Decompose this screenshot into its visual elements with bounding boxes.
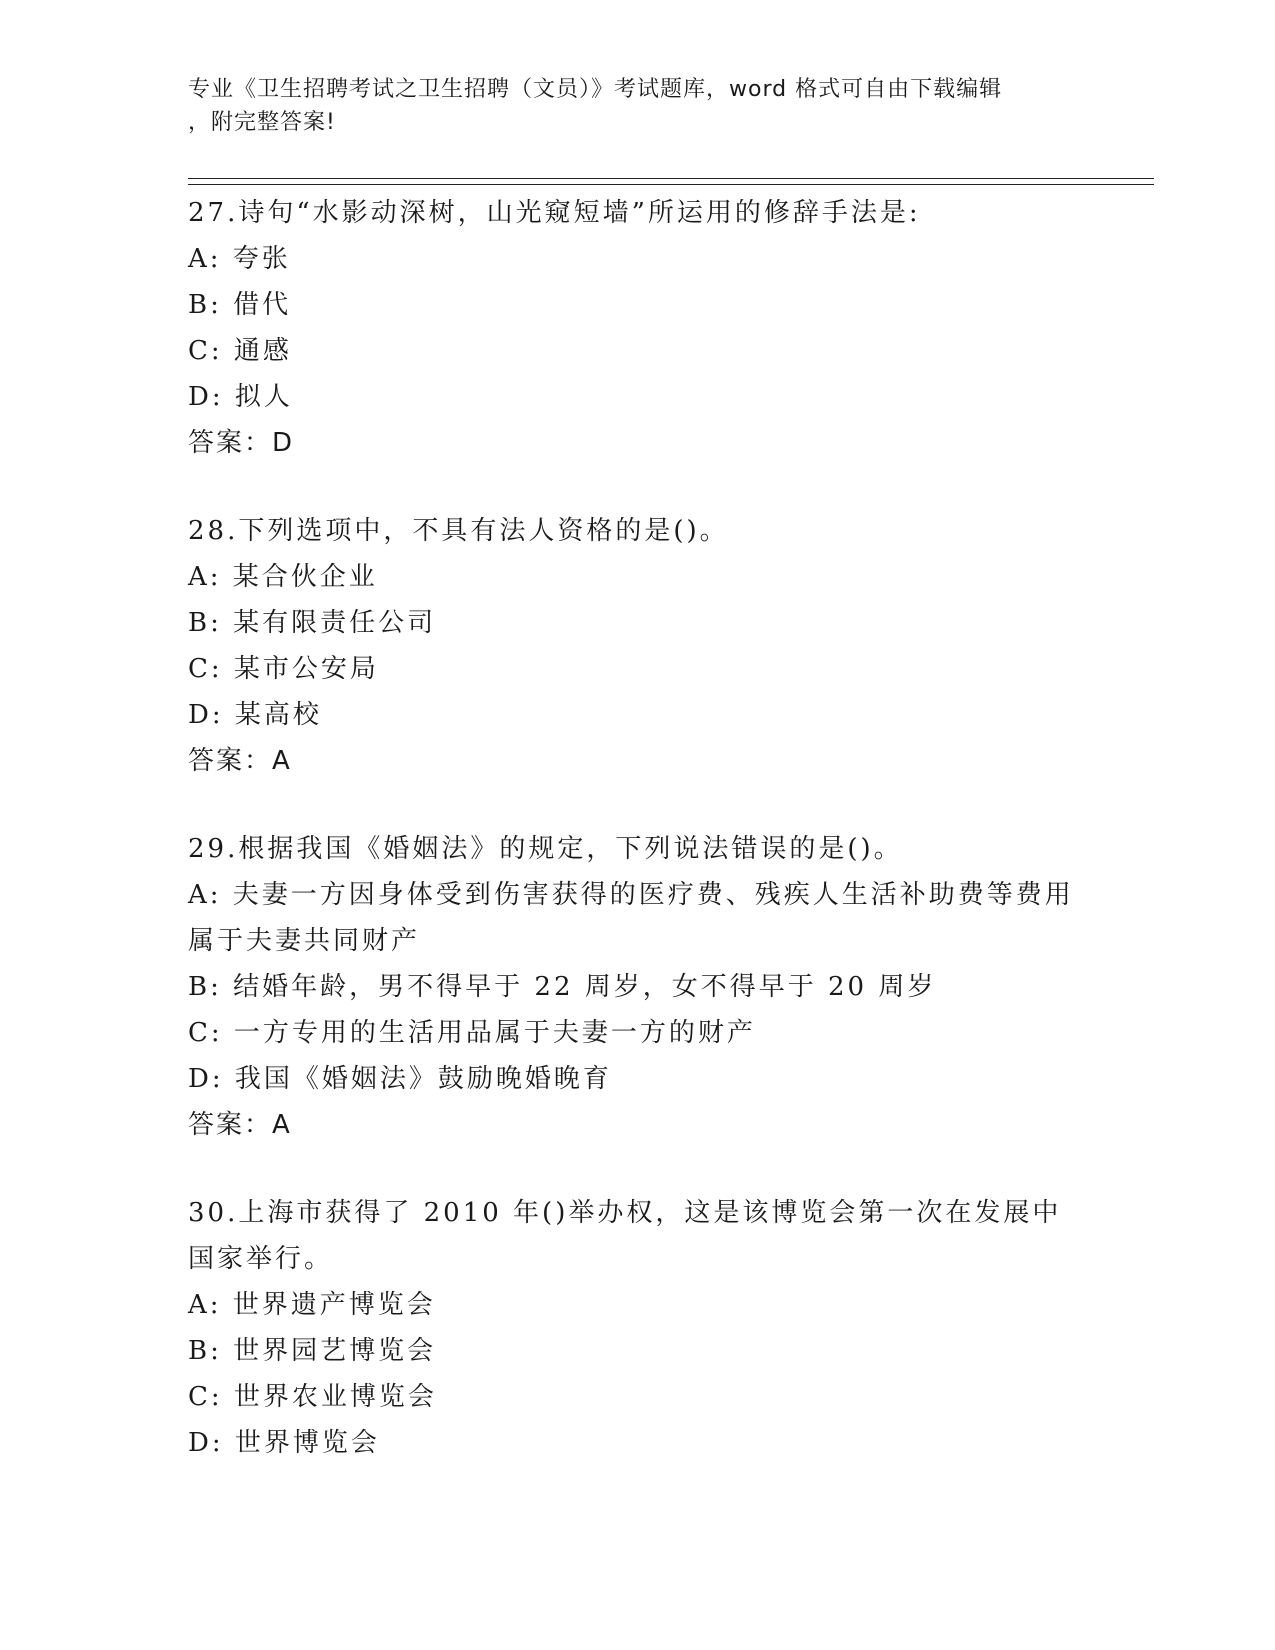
- option-b: B: 结婚年龄，男不得早于 22 周岁，女不得早于 20 周岁: [188, 972, 937, 1002]
- document-header: [188, 73, 1068, 139]
- question-27: [188, 190, 1088, 466]
- question-stem: 28.下列选项中，不具有法人资格的是()。: [188, 516, 729, 546]
- answer-line: 答案：A: [188, 1110, 292, 1140]
- option-a: A: 世界遗产博览会: [188, 1290, 436, 1320]
- option-d: D: 某高校: [188, 700, 322, 730]
- question-list: [188, 190, 1088, 1508]
- option-c: C: 某市公安局: [188, 654, 379, 684]
- header-divider-bottom: [188, 184, 1154, 185]
- question-28: [188, 508, 1088, 784]
- question-29: [188, 826, 1088, 1148]
- question-stem: 27.诗句“水影动深树，山光窥短墙”所运用的修辞手法是:: [188, 198, 921, 228]
- option-a: A: 夫妻一方因身体受到伤害获得的医疗费、残疾人生活补助费等费用属于夫妻共同财产: [188, 880, 1074, 956]
- answer-line: 答案：A: [188, 746, 292, 776]
- option-b: B: 世界园艺博览会: [188, 1336, 437, 1366]
- option-d: D: 我国《婚姻法》鼓励晚婚晚育: [188, 1064, 612, 1094]
- header-line-2: ，附完整答案!: [188, 110, 336, 135]
- option-d: D: 世界博览会: [188, 1428, 380, 1458]
- question-stem: 29.根据我国《婚姻法》的规定，下列说法错误的是()。: [188, 834, 903, 864]
- option-c: C: 一方专用的生活用品属于夫妻一方的财产: [188, 1018, 756, 1048]
- option-c: C: 通感: [188, 336, 292, 366]
- option-b: B: 借代: [188, 290, 292, 320]
- option-a: A: 夸张: [188, 244, 291, 274]
- option-a: A: 某合伙企业: [188, 562, 378, 592]
- question-stem: 30.上海市获得了 2010 年()举办权，这是该博览会第一次在发展中国家举行。: [188, 1198, 1062, 1274]
- header-divider-top: [188, 178, 1154, 179]
- option-c: C: 世界农业博览会: [188, 1382, 437, 1412]
- question-30: [188, 1190, 1088, 1466]
- option-b: B: 某有限责任公司: [188, 608, 437, 638]
- answer-line: 答案：D: [188, 428, 295, 458]
- option-d: D: 拟人: [188, 382, 293, 412]
- header-line-1: 专业《卫生招聘考试之卫生招聘（文员）》考试题库，word 格式可自由下载编辑: [188, 77, 1003, 102]
